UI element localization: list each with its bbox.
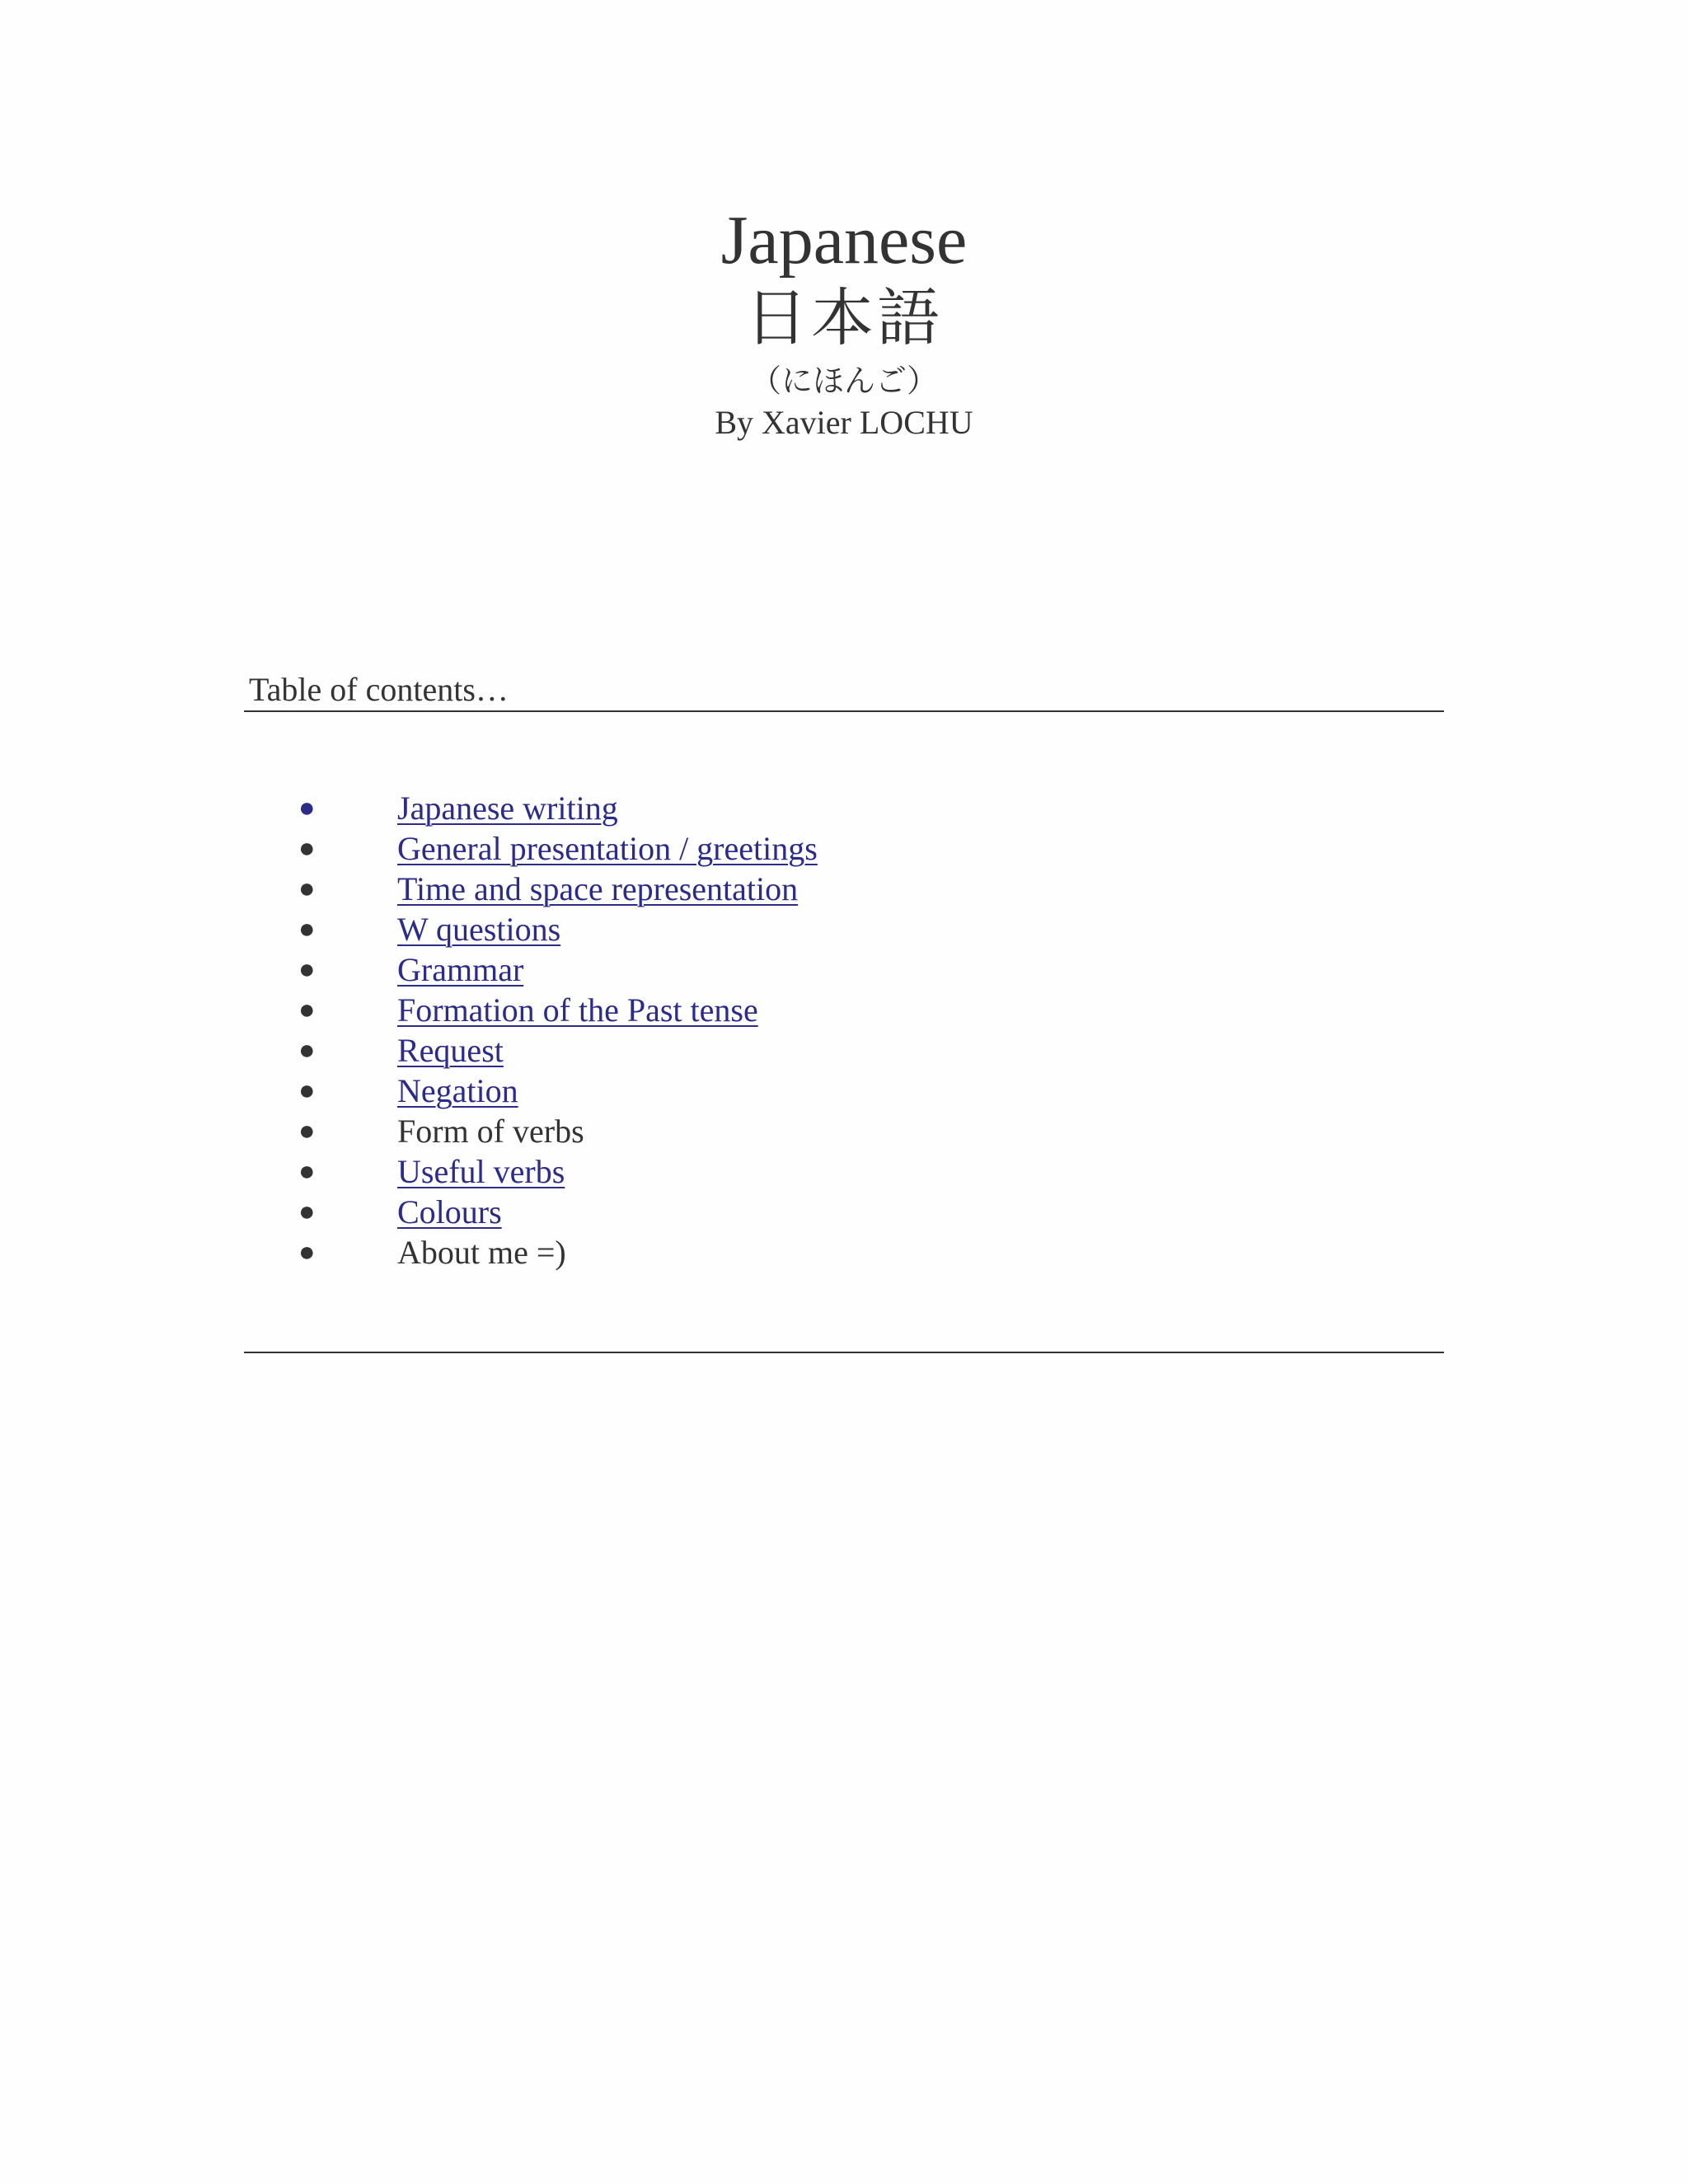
toc-link-grammar[interactable]: Grammar (397, 951, 524, 988)
toc-item-time-space (0, 869, 1154, 909)
page-title-japanese: 日本語 (745, 281, 943, 354)
toc-item-request (0, 1030, 1154, 1071)
toc-link-past-tense[interactable]: Formation of the Past tense (397, 991, 758, 1029)
toc-link-colours[interactable]: Colours (397, 1193, 502, 1230)
toc-bottom-divider (244, 1352, 1444, 1353)
bullet-icon: ● (298, 1116, 316, 1146)
toc-item-useful-verbs (0, 1151, 1154, 1192)
toc-link-japanese-writing[interactable]: Japanese writing (397, 790, 618, 827)
toc-text-about-me: About me =) (397, 1234, 566, 1271)
bullet-icon: ● (298, 1237, 316, 1268)
page-title: Japanese (720, 202, 968, 279)
toc-item-negation (0, 1071, 1154, 1111)
toc-item-about-me (0, 1232, 1154, 1272)
bullet-icon: ● (298, 1076, 316, 1106)
toc-link-w-questions[interactable]: W questions (397, 911, 561, 948)
toc-link-general-presentation[interactable]: General presentation / greetings (397, 830, 818, 867)
toc-item-form-of-verbs (0, 1111, 1154, 1151)
toc-link-useful-verbs[interactable]: Useful verbs (397, 1153, 565, 1190)
bullet-icon: ● (298, 1197, 316, 1227)
toc-link-request[interactable]: Request (397, 1032, 504, 1069)
toc-item-japanese-writing (0, 788, 1154, 828)
toc-item-w-questions (0, 909, 1154, 949)
toc-link-time-space[interactable]: Time and space representation (397, 870, 799, 907)
toc-heading: Table of contents… (249, 671, 509, 708)
toc-link-negation[interactable]: Negation (397, 1072, 518, 1109)
toc-item-colours (0, 1192, 1154, 1232)
title-reading: （にほんご） (749, 363, 938, 399)
toc-text-form-of-verbs: Form of verbs (397, 1113, 584, 1150)
toc-item-past-tense (0, 990, 1154, 1030)
bullet-icon: ● (298, 874, 316, 904)
toc-item-general-presentation (0, 828, 1154, 869)
bullet-icon: ● (298, 1035, 316, 1066)
toc-list (0, 788, 1154, 1272)
bullet-icon: ● (298, 1156, 316, 1187)
bullet-icon: ● (298, 954, 316, 985)
toc-top-divider (244, 710, 1444, 712)
bullet-icon: ● (298, 995, 316, 1025)
bullet-icon: ● (298, 833, 316, 864)
author-line: By Xavier LOCHU (715, 404, 973, 441)
bullet-icon: ● (298, 793, 316, 823)
bullet-icon: ● (298, 914, 316, 944)
toc-item-grammar (0, 949, 1154, 990)
